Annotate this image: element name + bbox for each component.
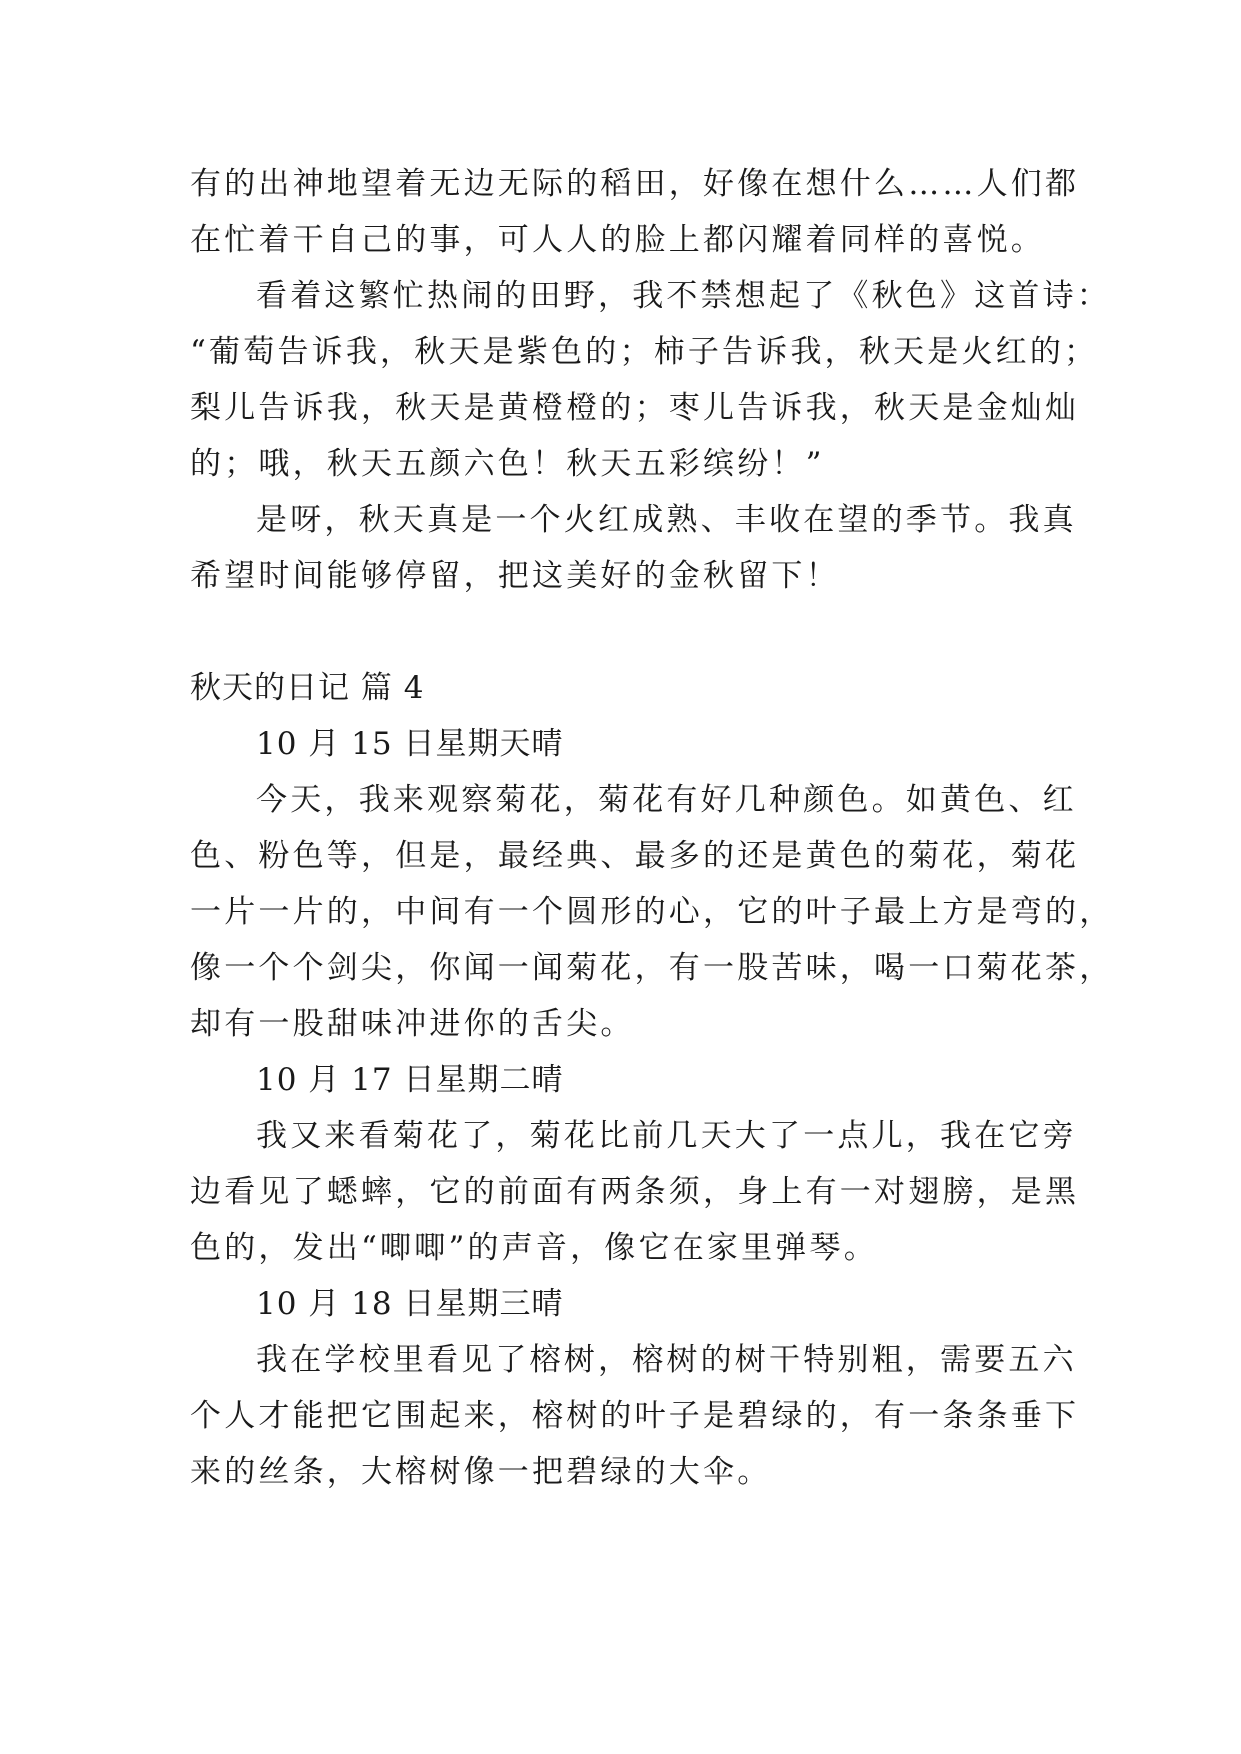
poem-line: 的；哦，秋天五颜六色！秋天五彩缤纷！” <box>190 446 825 482</box>
paragraph-line: 却有一股甜味冲进你的舌尖。 <box>190 1006 635 1042</box>
paragraph-line: 是呀，秋天真是一个火红成熟、丰收在望的季节。我真 <box>256 502 1077 538</box>
poem-line: “葡萄告诉我，秋天是紫色的；柿子告诉我，秋天是火红的； <box>190 334 1099 370</box>
paragraph-line: 像一个个剑尖，你闻一闻菊花，有一股苦味，喝一口菊花茶， <box>190 950 1114 986</box>
paragraph-line: 个人才能把它围起来，榕树的叶子是碧绿的，有一条条垂下 <box>190 1398 1080 1434</box>
section-title: 秋天的日记 篇 4 <box>190 670 425 706</box>
diary-date: 10 月 17 日星期二晴 <box>256 1062 564 1098</box>
paragraph-line: 在忙着干自己的事，可人人的脸上都闪耀着同样的喜悦。 <box>190 222 1045 258</box>
paragraph-line: 一片一片的，中间有一个圆形的心，它的叶子最上方是弯的， <box>190 894 1114 930</box>
paragraph-line: 边看见了蟋蟀，它的前面有两条须，身上有一对翅膀，是黑 <box>190 1174 1080 1210</box>
paragraph-line: 有的出神地望着无边无际的稻田，好像在想什么……人们都 <box>190 166 1080 202</box>
diary-date: 10 月 15 日星期天晴 <box>256 726 564 762</box>
paragraph-line: 色、粉色等，但是，最经典、最多的还是黄色的菊花，菊花 <box>190 838 1080 874</box>
paragraph-line: 今天，我来观察菊花，菊花有好几种颜色。如黄色、红 <box>256 782 1077 818</box>
diary-date: 10 月 18 日星期三晴 <box>256 1286 564 1322</box>
poem-line: 梨儿告诉我，秋天是黄橙橙的；枣儿告诉我，秋天是金灿灿 <box>190 390 1080 426</box>
paragraph-line: 看着这繁忙热闹的田野，我不禁想起了《秋色》这首诗： <box>256 278 1111 314</box>
paragraph-line: 我又来看菊花了，菊花比前几天大了一点儿，我在它旁 <box>256 1118 1077 1154</box>
paragraph-line: 来的丝条，大榕树像一把碧绿的大伞。 <box>190 1454 772 1490</box>
paragraph-line: 色的，发出“唧唧”的声音，像它在家里弹琴。 <box>190 1230 878 1266</box>
paragraph-line: 希望时间能够停留，把这美好的金秋留下！ <box>190 558 840 594</box>
paragraph-line: 我在学校里看见了榕树，榕树的树干特别粗，需要五六 <box>256 1342 1077 1378</box>
